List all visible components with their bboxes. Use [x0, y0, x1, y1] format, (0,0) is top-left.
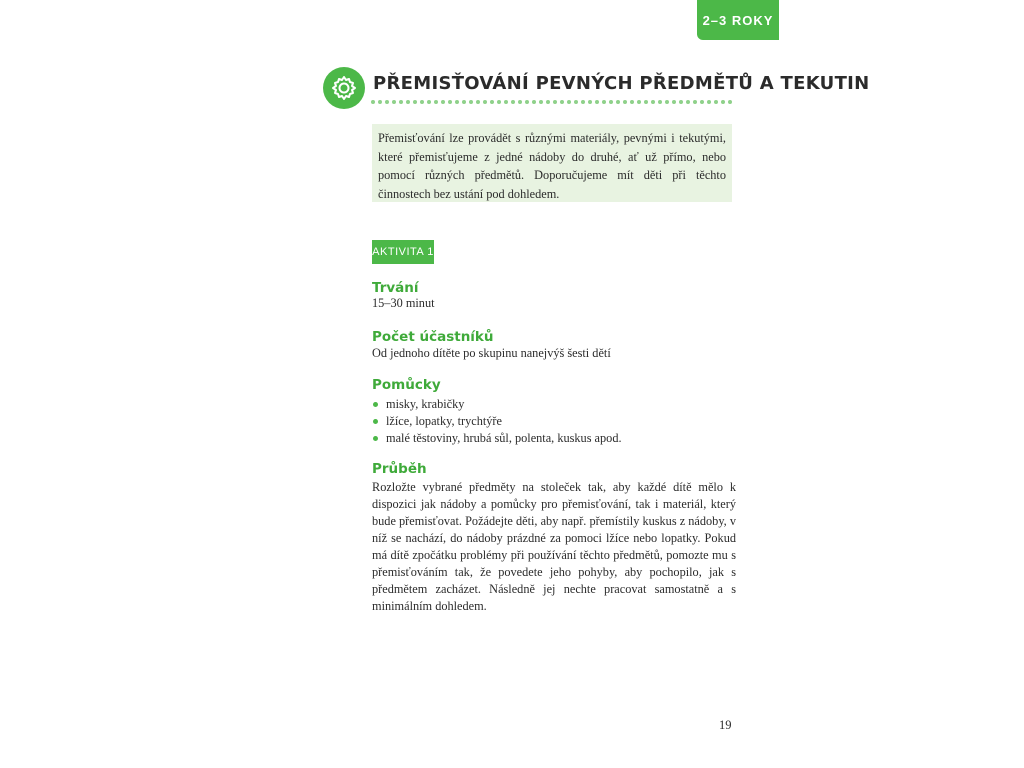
divider-dot [525, 100, 529, 104]
divider-dot [686, 100, 690, 104]
divider-dot [581, 100, 585, 104]
duration-text: 15–30 minut [372, 296, 435, 310]
divider-dot [644, 100, 648, 104]
list-item-text: misky, krabičky [386, 397, 465, 411]
divider-dot [574, 100, 578, 104]
procedure-heading: Průběh [372, 461, 427, 477]
divider-dot [476, 100, 480, 104]
divider-dot [399, 100, 403, 104]
divider-dot [693, 100, 697, 104]
divider-dot [602, 100, 606, 104]
divider-dot [616, 100, 620, 104]
list-item-text: lžíce, lopatky, trychtýře [386, 414, 502, 428]
divider-dot [378, 100, 382, 104]
divider-dot [609, 100, 613, 104]
divider-dot [518, 100, 522, 104]
divider-dot [420, 100, 424, 104]
list-item [372, 430, 622, 447]
divider-dot [406, 100, 410, 104]
participants-text: Od jednoho dítěte po skupinu nanejvýš šesti dětí [372, 346, 611, 360]
divider-dot [427, 100, 431, 104]
divider-dot [707, 100, 711, 104]
divider-dot [665, 100, 669, 104]
divider-dot [532, 100, 536, 104]
divider-dot [490, 100, 494, 104]
divider-dot [455, 100, 459, 104]
divider-dot [637, 100, 641, 104]
divider-dot [469, 100, 473, 104]
aids-list [372, 396, 622, 447]
page-number: 19 [719, 718, 732, 732]
divider-dot [623, 100, 627, 104]
bullet-icon [373, 419, 378, 424]
age-tab: 2–3 ROKY [697, 0, 779, 40]
divider-dot [595, 100, 599, 104]
divider-dot [658, 100, 662, 104]
list-item [372, 413, 622, 430]
divider-dot [630, 100, 634, 104]
list-item-text: malé těstoviny, hrubá sůl, polenta, kuskus apod. [386, 431, 622, 445]
page-title: PŘEMISŤOVÁNÍ PEVNÝCH PŘEDMĚTŮ A TEKUTIN [373, 73, 870, 94]
divider-dot [700, 100, 704, 104]
divider-dot [560, 100, 564, 104]
procedure-text: Rozložte vybrané předměty na stoleček tak, aby každé dítě mělo k dispozici jak nádoby a pomůcky pro přemisťování, tak i materiál, který bude přemisťovat. Požádejte děti, aby např. přemístily kuskus z nádoby, v níž se nachází, do nádoby prázdné za pomoci lžíce nebo lopatky. Pokud má dítě zpočátku problémy při používání těchto předmětů, pomozte mu s přemisťováním tak, že povedete jeho pohyby, aby pochopilo, jak s předmětem zacházet. Následně jej nechte pracovat samostatně a s minimálním dohledem. [372, 480, 736, 613]
divider-dot [714, 100, 718, 104]
divider-dot [679, 100, 683, 104]
gear-icon [329, 73, 359, 103]
gear-badge [323, 67, 365, 109]
intro-box: Přemisťování lze provádět s různými materiály, pevnými i tekutými, které přemisťujeme z jedné nádoby do druhé, ať už přímo, nebo pomocí různých předmětů. Doporučujeme mít děti při těchto činnostech bez ustání pod dohledem. [372, 124, 732, 202]
divider-dot [413, 100, 417, 104]
divider-dot [539, 100, 543, 104]
aids-heading: Pomůcky [372, 377, 441, 393]
divider-dot [497, 100, 501, 104]
bullet-icon [373, 402, 378, 407]
activity-badge: AKTIVITA 1 [372, 240, 434, 264]
divider-dot [567, 100, 571, 104]
divider-dot [504, 100, 508, 104]
divider-dot [441, 100, 445, 104]
divider-dot [483, 100, 487, 104]
divider-dot [371, 100, 375, 104]
divider-dot [588, 100, 592, 104]
participants-heading: Počet účastníků [372, 329, 494, 345]
bullet-icon [373, 436, 378, 441]
dotted-divider [370, 99, 738, 105]
duration-heading: Trvání [372, 280, 419, 296]
divider-dot [448, 100, 452, 104]
divider-dot [462, 100, 466, 104]
divider-dot [546, 100, 550, 104]
divider-dot [721, 100, 725, 104]
divider-dot [728, 100, 732, 104]
divider-dot [553, 100, 557, 104]
divider-dot [672, 100, 676, 104]
divider-dot [511, 100, 515, 104]
divider-dot [385, 100, 389, 104]
list-item [372, 396, 622, 413]
divider-dot [434, 100, 438, 104]
divider-dot [392, 100, 396, 104]
divider-dot [651, 100, 655, 104]
